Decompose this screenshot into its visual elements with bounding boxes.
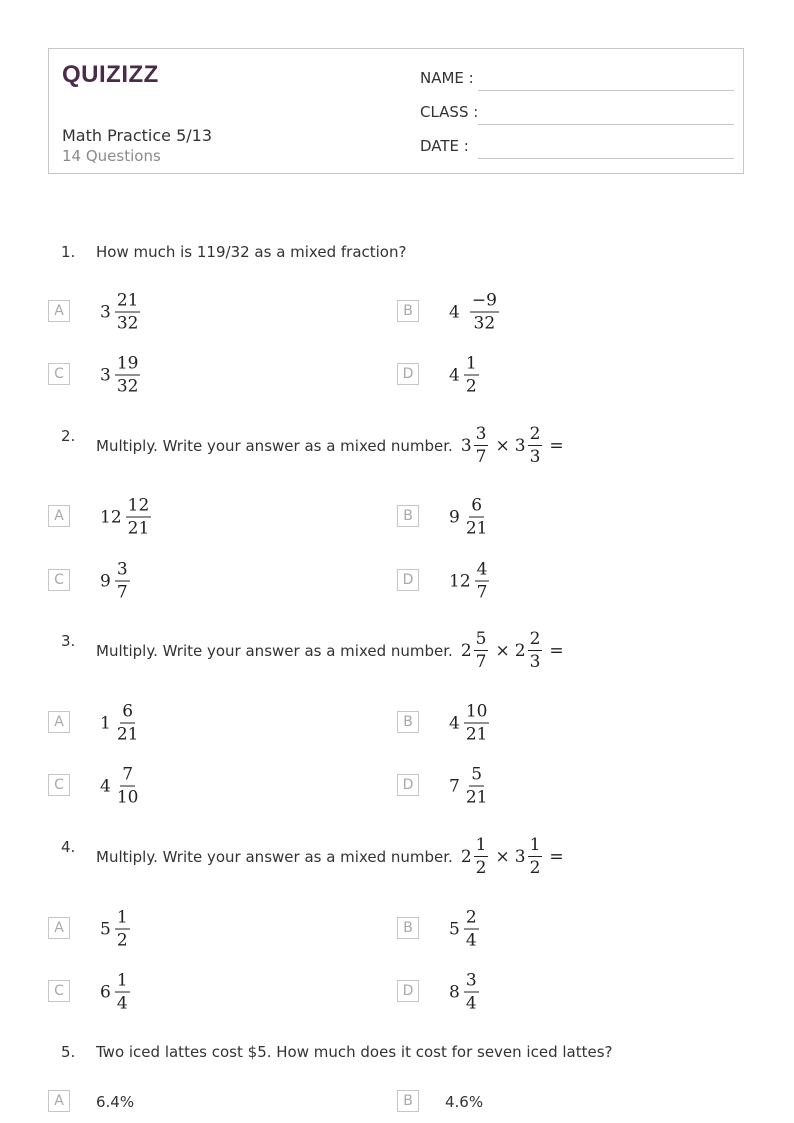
option-letter: B <box>397 917 419 939</box>
option-letter: C <box>48 363 70 385</box>
option-letter: D <box>397 569 419 591</box>
option-letter: D <box>397 363 419 385</box>
question-count: 14 Questions <box>62 147 161 165</box>
option-value: 1 $\frac{6}{21}$ <box>100 701 139 745</box>
option-value: 8 $\frac{3}{4}$ <box>449 970 477 1014</box>
option-letter: C <box>48 774 70 796</box>
option-value: 9 $\frac{6}{21}$ <box>449 495 488 539</box>
question-number: 1. <box>61 243 76 261</box>
option-letter: A <box>48 1090 70 1112</box>
question-number: 4. <box>61 838 76 856</box>
class-line[interactable] <box>478 124 734 125</box>
option-letter: D <box>397 774 419 796</box>
option-letter: A <box>48 300 70 322</box>
date-label: DATE : <box>420 137 469 155</box>
option-value: 7 $\frac{5}{21}$ <box>449 764 488 808</box>
question-text: Multiply. Write your answer as a mixed number. 2 $\frac{5}{7}$ × 2 $\frac{2}{3}$ = <box>96 628 569 673</box>
option-letter: A <box>48 505 70 527</box>
option-value: 12 $\frac{4}{7}$ <box>449 559 488 603</box>
math-expression: 2 $\frac{1}{2}$ × 3 $\frac{1}{2}$ = <box>460 835 564 878</box>
class-label: CLASS : <box>420 103 479 121</box>
option-value: 4 $\frac{1}{2}$ <box>449 353 477 397</box>
option-letter: C <box>48 569 70 591</box>
question-number: 3. <box>61 632 76 650</box>
option-letter: B <box>397 1090 419 1112</box>
option-value: 6 $\frac{1}{4}$ <box>100 970 128 1014</box>
date-line[interactable] <box>478 158 734 159</box>
option-value: 4 $\frac{-9}{32}$ <box>449 290 497 334</box>
question-text: Multiply. Write your answer as a mixed number. 3 $\frac{3}{7}$ × 3 $\frac{2}{3}$ = <box>96 423 569 468</box>
quizizz-logo: QUIZIZZ <box>62 61 159 88</box>
option-value: 6.4% <box>96 1093 135 1111</box>
math-expression: 2 $\frac{5}{7}$ × 2 $\frac{2}{3}$ = <box>460 629 564 672</box>
option-value: 4.6% <box>445 1093 484 1111</box>
option-letter: B <box>397 505 419 527</box>
option-letter: C <box>48 980 70 1002</box>
option-value: 4 $\frac{7}{10}$ <box>100 764 139 808</box>
option-value: 12 $\frac{12}{21}$ <box>100 495 150 539</box>
option-value: 3 $\frac{19}{32}$ <box>100 353 139 397</box>
math-expression: 3 $\frac{3}{7}$ × 3 $\frac{2}{3}$ = <box>460 424 564 467</box>
option-value: 9 $\frac{3}{7}$ <box>100 559 128 603</box>
worksheet-header <box>48 48 744 174</box>
option-letter: A <box>48 917 70 939</box>
option-value: 5 $\frac{1}{2}$ <box>100 907 128 951</box>
option-value: 5 $\frac{2}{4}$ <box>449 907 477 951</box>
worksheet-title: Math Practice 5/13 <box>62 126 213 145</box>
name-label: NAME : <box>420 69 474 87</box>
question-text: How much is 119/32 as a mixed fraction? <box>96 243 407 261</box>
option-value: 3 $\frac{21}{32}$ <box>100 290 139 334</box>
name-line[interactable] <box>478 90 734 91</box>
question-number: 5. <box>61 1043 76 1061</box>
question-text: Multiply. Write your answer as a mixed number. 2 $\frac{1}{2}$ × 3 $\frac{1}{2}$ = <box>96 834 569 879</box>
question-text: Two iced lattes cost $5. How much does it cost for seven iced lattes? <box>96 1043 613 1061</box>
option-letter: D <box>397 980 419 1002</box>
option-letter: B <box>397 711 419 733</box>
question-number: 2. <box>61 427 76 445</box>
option-letter: B <box>397 300 419 322</box>
option-letter: A <box>48 711 70 733</box>
option-value: 4 $\frac{10}{21}$ <box>449 701 488 745</box>
